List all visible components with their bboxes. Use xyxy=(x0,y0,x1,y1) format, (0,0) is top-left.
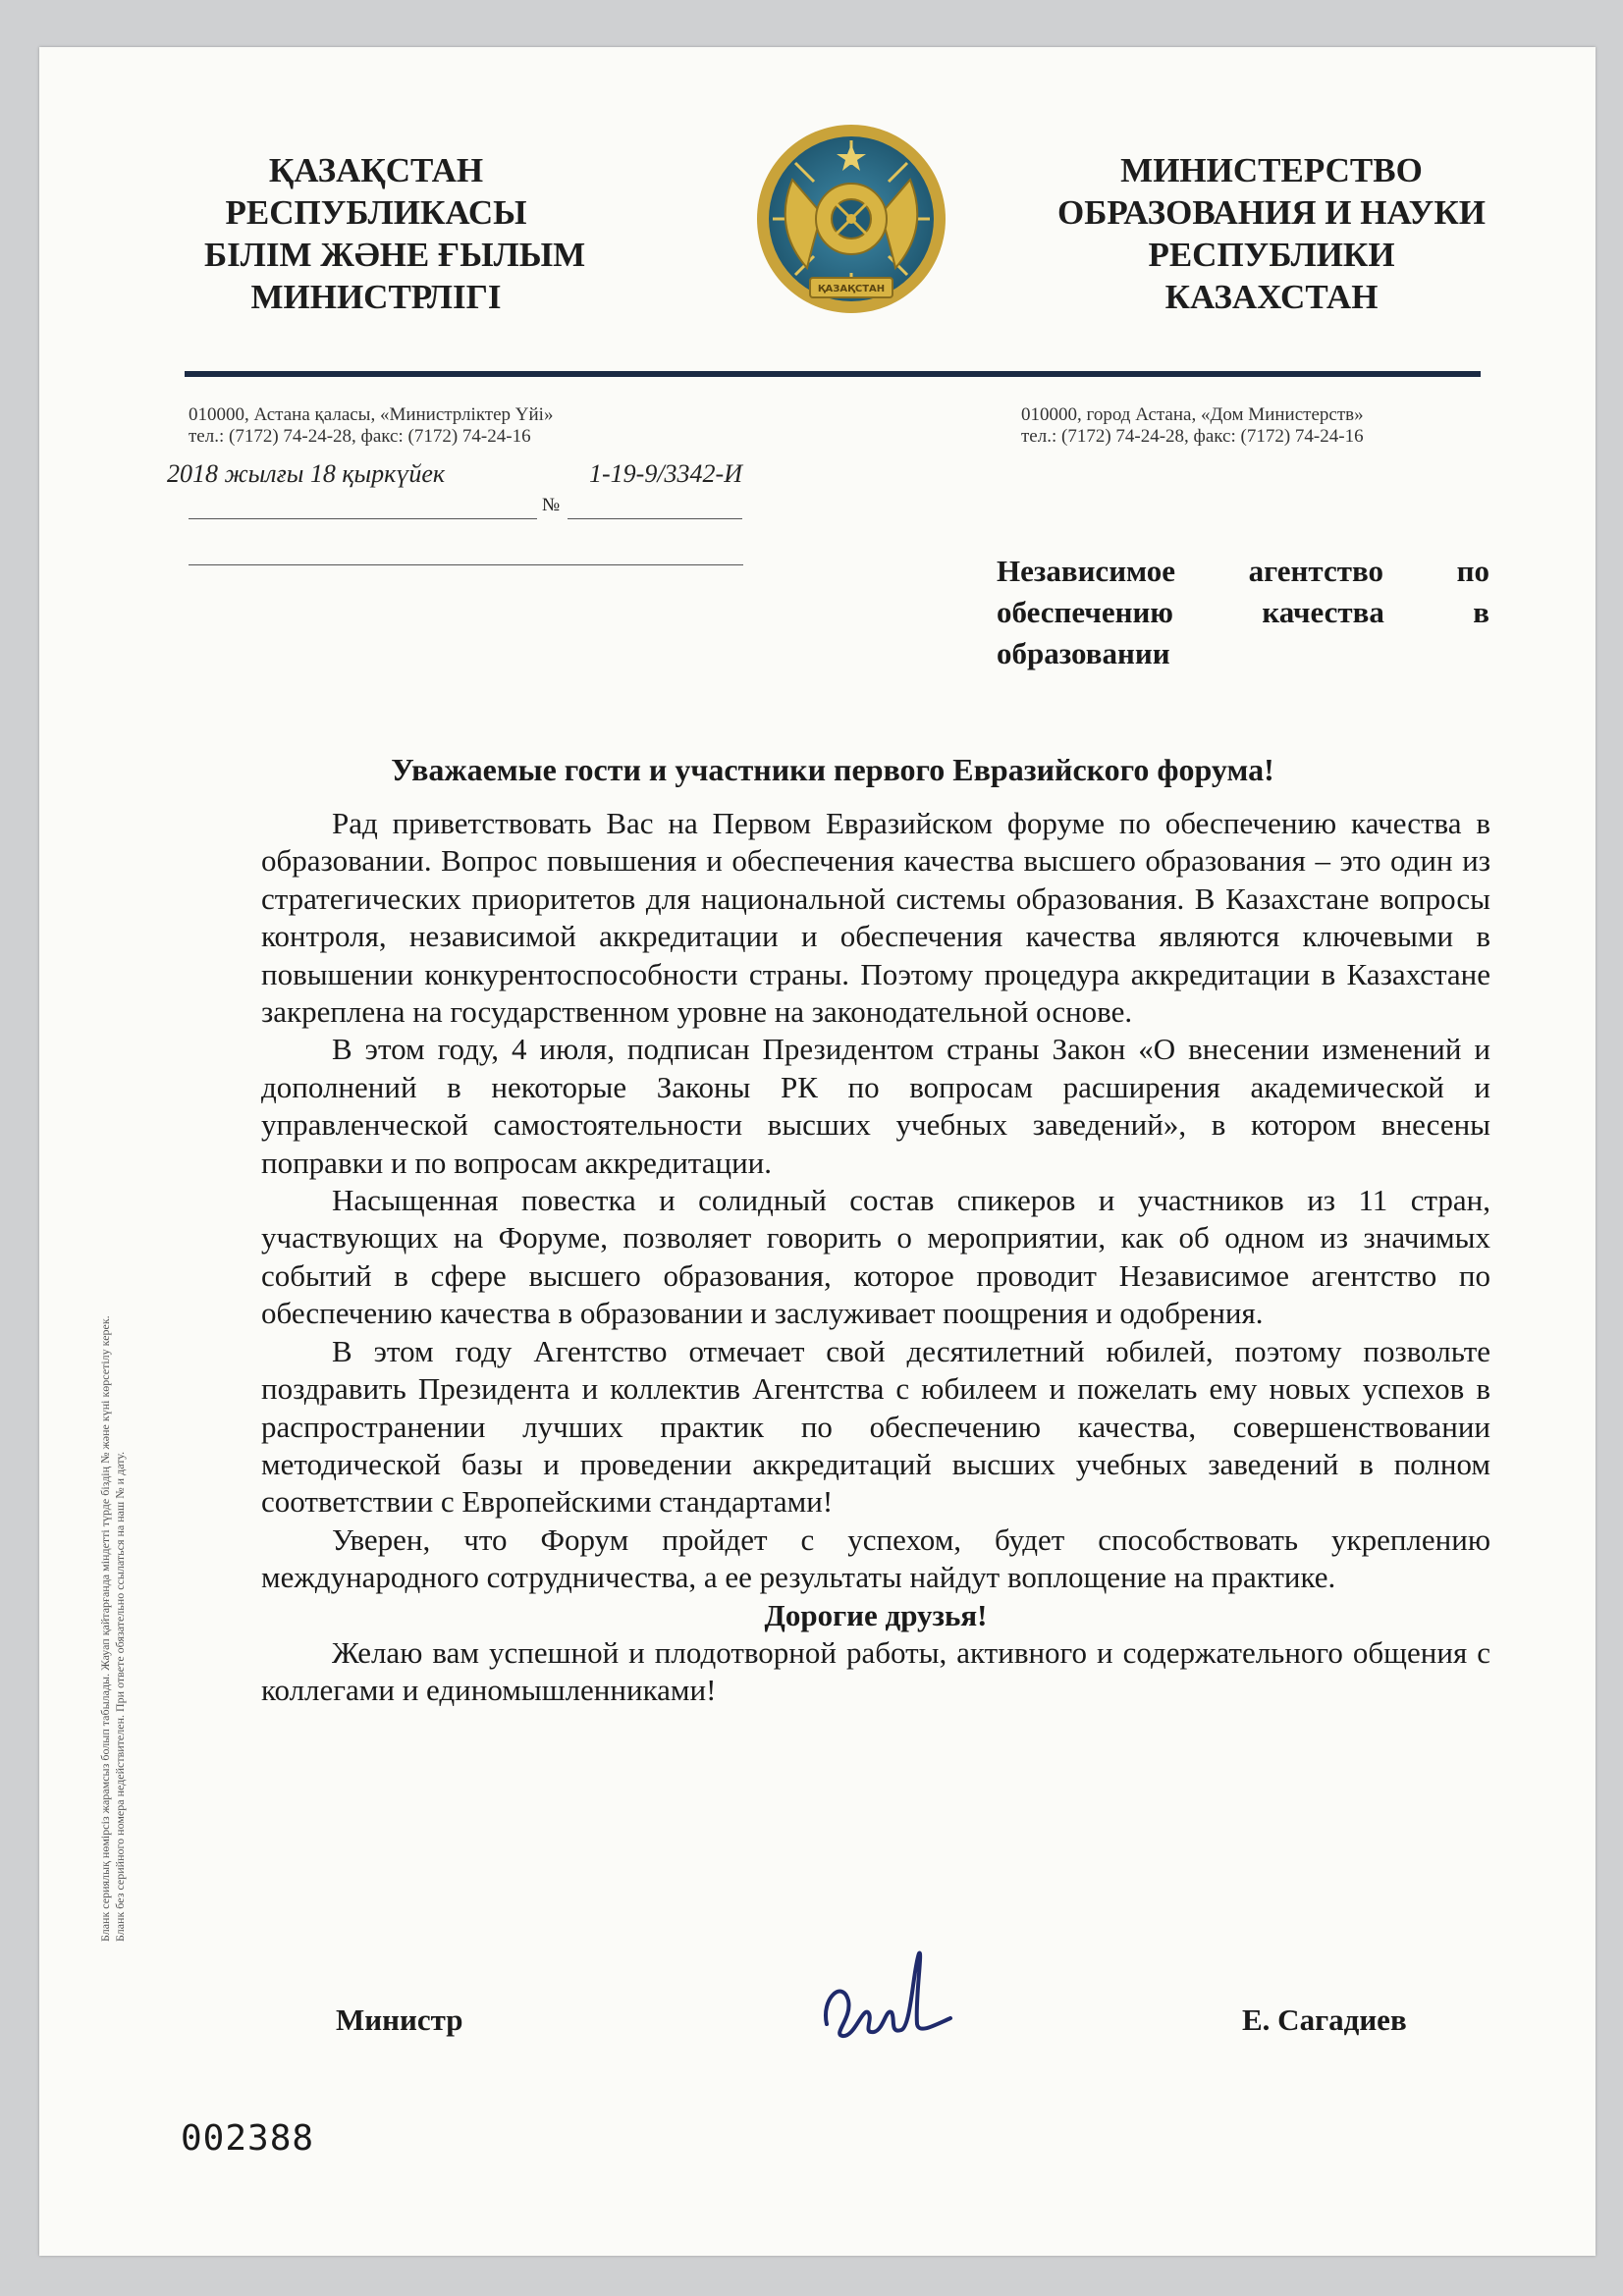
serial-number: 002388 xyxy=(181,2118,315,2159)
margin-note-kazakh: Бланк сериялық нөмірсіз жарамсыз болып табылады. Жауап қайтарғанда міндетті түрде біздің № және күні көрсетілу керек. xyxy=(98,1315,112,1942)
handwritten-signature-icon xyxy=(813,1940,970,2048)
header-right-russian xyxy=(1016,149,1527,318)
header-right-line: ОБРАЗОВАНИЯ И НАУКИ xyxy=(1057,193,1486,232)
header-right-line: РЕСПУБЛИКИ xyxy=(1148,236,1395,274)
outgoing-number: 1-19-9/3342-И xyxy=(589,459,742,488)
outgoing-date: 2018 жылғы 18 қыркүйек xyxy=(167,459,446,488)
letter-body xyxy=(261,805,1490,1710)
reference-underline xyxy=(189,564,743,565)
address-right-line1: 010000, город Астана, «Дом Министерств» xyxy=(1021,404,1364,425)
header-left-line: БІЛІМ ЖӘНЕ ҒЫЛЫМ xyxy=(204,236,586,274)
letter-sheet xyxy=(39,47,1596,2256)
signatory-title: Министр xyxy=(336,2002,463,2037)
body-paragraph: Рад приветствовать Вас на Первом Евразийском форуме по обеспечению качества в образовании. Вопрос повышения и обеспечения качества высшего образования – это один из стратегических приоритетов для национальной системы образования. В Казахстане вопросы контроля, независимой аккредитации и обеспечения качества являются ключевыми в повышении конкурентоспособности страны. Поэтому процедура аккредитации в Казахстане закреплена на государственном уровне на законодательной основе. xyxy=(261,806,1490,1030)
margin-note xyxy=(98,1315,128,1942)
header-divider xyxy=(185,371,1481,377)
header-left-line: МИНИСТРЛІГІ xyxy=(250,278,502,316)
signatory-name: Е. Сагадиев xyxy=(1242,2002,1407,2037)
header-left-kazakh xyxy=(204,149,586,318)
header-right-line: МИНИСТЕРСТВО xyxy=(1120,151,1423,189)
recipient-line: Независимое агентство по xyxy=(997,554,1489,588)
body-paragraph: Уверен, что Форум пройдет с успехом, будет способствовать укреплению международного сотрудничества, а ее результаты найдут воплощение на практике. xyxy=(261,1522,1490,1595)
body-paragraph: В этом году, 4 июля, подписан Президентом страны Закон «О внесении изменений и дополнений в некоторые Законы РК по вопросам расширения академической и управленческой самостоятельности высших учебных заведений», в котором внесены поправки и по вопросам аккредитации. xyxy=(261,1032,1490,1180)
address-right-line2: тел.: (7172) 74-24-28, факс: (7172) 74-24-16 xyxy=(1021,426,1364,447)
address-left-line2: тел.: (7172) 74-24-28, факс: (7172) 74-24-16 xyxy=(189,426,531,447)
closing-paragraph: Желаю вам успешной и плодотворной работы, активного и содержательного общения с коллегами и единомышленниками! xyxy=(261,1634,1490,1708)
header-left-line: ҚАЗАҚСТАН xyxy=(268,151,484,189)
recipient-line: образовании xyxy=(997,636,1170,670)
body-paragraph: В этом году Агентство отмечает свой десятилетний юбилей, поэтому позвольте поздравить Президента и коллектив Агентства с юбилеем и пожелать ему новых успехов в распространении лучших практик по обеспечению качества, совершенствовании методической базы и проведении аккредитаций высших учебных заведений в полном соответствии с Европейскими стандартами! xyxy=(261,1333,1490,1520)
address-right xyxy=(1021,404,1364,448)
recipient-block xyxy=(997,551,1489,674)
date-underline xyxy=(189,518,537,519)
number-sign: № xyxy=(542,495,561,515)
body-paragraph: Насыщенная повестка и солидный состав спикеров и участников из 11 стран, участвующих на Форуме, позволяет говорить о мероприятии, как об одном из значимых событий в сфере высшего образования, которое проводит Независимое агентство по обеспечению качества в образовании и заслуживает поощрения и одобрения. xyxy=(261,1183,1490,1331)
greeting-heading: Уважаемые гости и участники первого Евразийского форума! xyxy=(391,752,1274,787)
number-underline xyxy=(568,518,742,519)
header-right-line: КАЗАХСТАН xyxy=(1164,278,1379,316)
closing-heading: Дорогие друзья! xyxy=(764,1597,988,1632)
header-left-line: РЕСПУБЛИКАСЫ xyxy=(225,193,527,232)
margin-note-russian: Бланк без серийного номера недействителен. При ответе обязательно ссылаться на наш № и дату. xyxy=(113,1451,127,1942)
state-emblem-icon xyxy=(753,121,949,317)
address-left-line1: 010000, Астана қаласы, «Министрліктер Үйі» xyxy=(189,404,554,425)
address-left xyxy=(189,404,553,448)
emblem-ribbon-text: ҚАЗАҚСТАН xyxy=(817,284,886,294)
recipient-line: обеспечению качества в xyxy=(997,595,1489,629)
